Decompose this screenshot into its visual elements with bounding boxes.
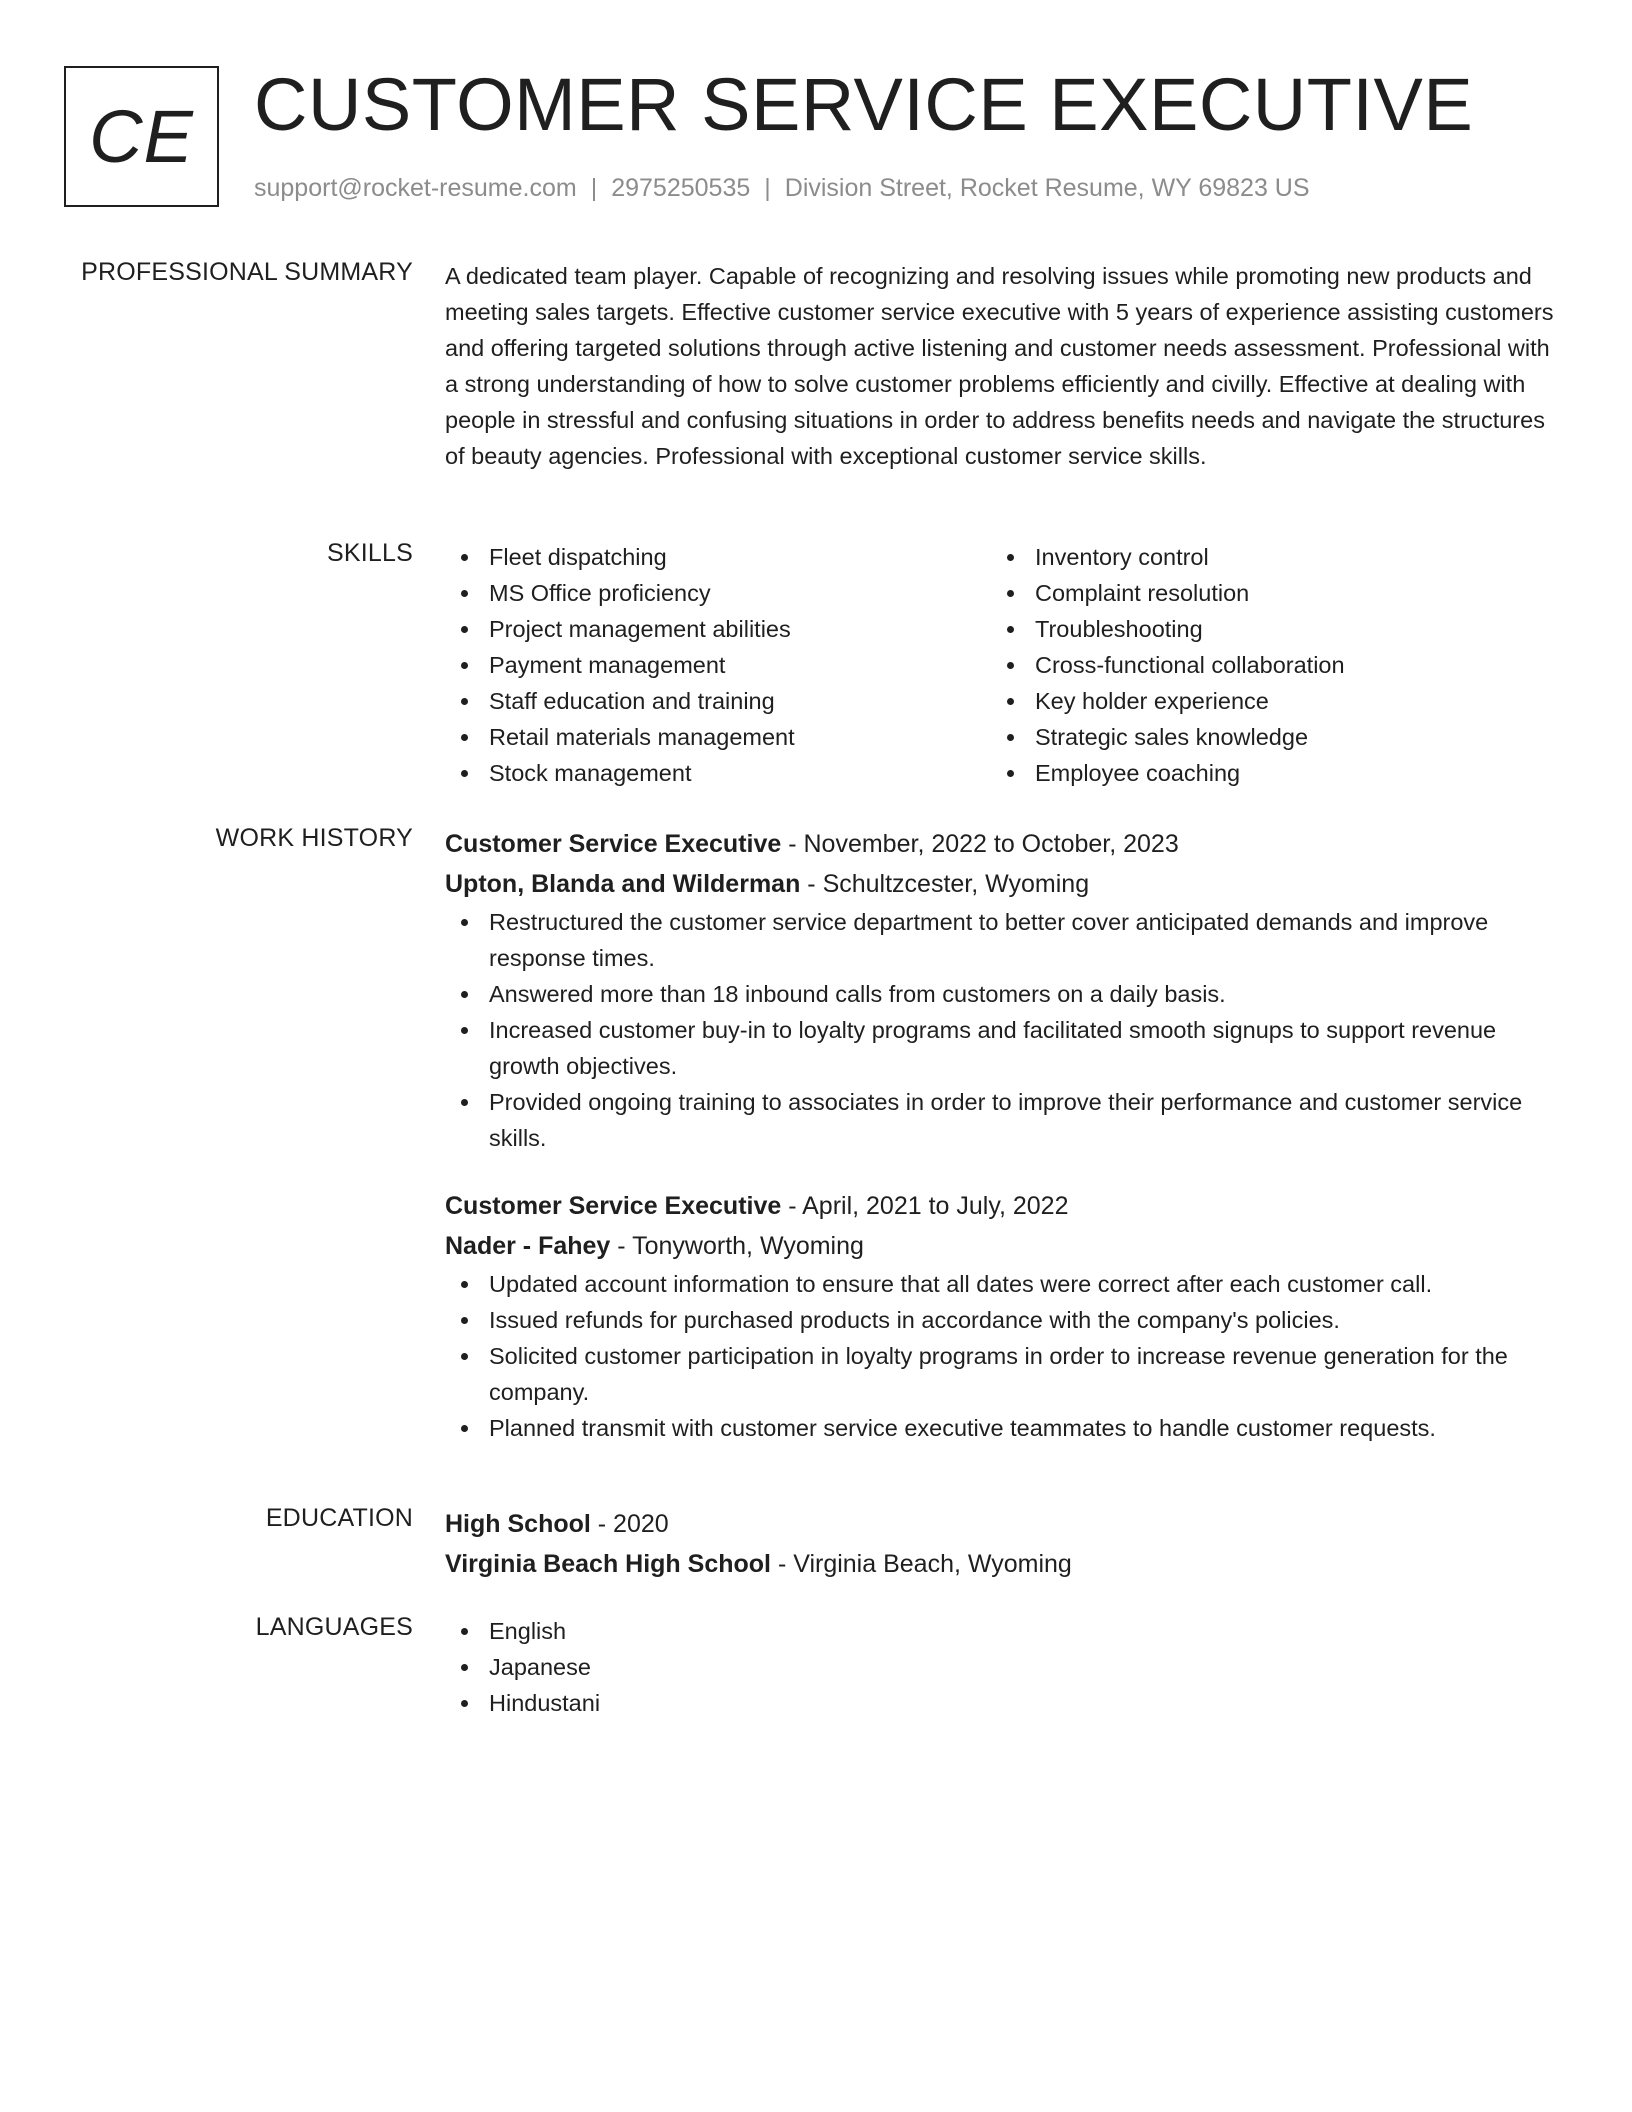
resume-header xyxy=(64,63,1564,211)
job-bullet: Updated account information to ensure that all dates were correct after each customer call. xyxy=(445,1266,1565,1302)
monogram-badge: CE xyxy=(64,66,219,207)
education-location: - Virginia Beach, Wyoming xyxy=(771,1550,1072,1578)
skill-item: Stock management xyxy=(445,755,795,791)
section-label-work-history: WORK HISTORY xyxy=(215,824,413,852)
job-title-line xyxy=(445,824,1565,864)
job-bullet: Provided ongoing training to associates in order to improve their performance and customer service skills. xyxy=(445,1084,1565,1156)
skill-item: Employee coaching xyxy=(991,755,1345,791)
languages-list xyxy=(445,1613,1565,1721)
contact-separator: | xyxy=(590,174,598,202)
skill-item: Complaint resolution xyxy=(991,575,1345,611)
language-item: English xyxy=(445,1613,1565,1649)
education-school-line xyxy=(445,1544,1565,1584)
job-dates: - April, 2021 to July, 2022 xyxy=(781,1192,1069,1220)
job-bullet: Issued refunds for purchased products in accordance with the company's policies. xyxy=(445,1302,1565,1338)
summary-body xyxy=(445,258,1565,474)
education-year: - 2020 xyxy=(590,1510,669,1538)
education-degree: High School xyxy=(445,1510,591,1538)
skill-item: Troubleshooting xyxy=(991,611,1345,647)
skill-item: Inventory control xyxy=(991,539,1345,575)
job-company: Nader - Fahey xyxy=(445,1232,611,1260)
job-company-line xyxy=(445,1226,1565,1266)
job-bullet: Solicited customer participation in loyalty programs in order to increase revenue generation for the company. xyxy=(445,1338,1565,1410)
job-company: Upton, Blanda and Wilderman xyxy=(445,870,801,898)
education-school: Virginia Beach High School xyxy=(445,1550,771,1578)
section-label-summary: PROFESSIONAL SUMMARY xyxy=(81,258,413,286)
job-title-line xyxy=(445,1186,1565,1226)
job-title: Customer Service Executive xyxy=(445,1192,782,1220)
candidate-title: CUSTOMER SERVICE EXECUTIVE xyxy=(254,63,1474,146)
skill-item: Payment management xyxy=(445,647,795,683)
contact-separator: | xyxy=(764,174,771,202)
skill-item: Fleet dispatching xyxy=(445,539,795,575)
section-label-languages: LANGUAGES xyxy=(255,1613,413,1641)
skills-list-left xyxy=(445,539,795,791)
skill-item: Cross-functional collaboration xyxy=(991,647,1345,683)
skill-item: MS Office proficiency xyxy=(445,575,795,611)
section-label-education: EDUCATION xyxy=(265,1504,413,1532)
job-bullet-list xyxy=(445,904,1565,1156)
job-title: Customer Service Executive xyxy=(445,830,782,858)
language-item: Hindustani xyxy=(445,1685,1565,1721)
job-bullet: Planned transmit with customer service executive teammates to handle customer requests. xyxy=(445,1410,1565,1446)
skills-body xyxy=(445,539,1565,791)
work-history-body xyxy=(445,824,1565,1446)
skill-item: Retail materials management xyxy=(445,719,795,755)
job-entry xyxy=(445,1186,1565,1446)
skills-list-right xyxy=(991,539,1345,791)
job-location: - Schultzcester, Wyoming xyxy=(800,870,1090,898)
job-entry xyxy=(445,824,1565,1156)
job-bullet: Answered more than 18 inbound calls from customers on a daily basis. xyxy=(445,976,1565,1012)
language-item: Japanese xyxy=(445,1649,1565,1685)
job-bullet: Increased customer buy-in to loyalty programs and facilitated smooth signups to support revenue growth objectives. xyxy=(445,1012,1565,1084)
job-location: - Tonyworth, Wyoming xyxy=(610,1232,864,1260)
email-text[interactable]: support@rocket-resume.com xyxy=(254,174,577,202)
section-label-skills: SKILLS xyxy=(327,539,413,567)
address-text: Division Street, Rocket Resume, WY 69823 US xyxy=(784,174,1310,202)
summary-text: A dedicated team player. Capable of recognizing and resolving issues while promoting new products and meeting sales targets. Effective customer service executive with 5 years of experience assisting customers and offering targeted solutions through active listening and customer needs assessment. Professional with a strong understanding of how to solve customer problems efficiently and civilly. Effective at dealing with people in stressful and confusing situations in order to address benefits needs and navigate the structures of beauty agencies. Professional with exceptional customer service skills. xyxy=(445,263,1554,469)
job-bullet-list xyxy=(445,1266,1565,1446)
job-company-line xyxy=(445,864,1565,904)
languages-body xyxy=(445,1613,1565,1721)
job-bullet: Restructured the customer service department to better cover anticipated demands and improve response times. xyxy=(445,904,1565,976)
education-body xyxy=(445,1504,1565,1584)
skill-item: Strategic sales knowledge xyxy=(991,719,1345,755)
skill-item: Staff education and training xyxy=(445,683,795,719)
job-dates: - November, 2022 to October, 2023 xyxy=(781,830,1179,858)
skills-columns xyxy=(445,539,1565,791)
skill-item: Project management abilities xyxy=(445,611,795,647)
education-degree-line xyxy=(445,1504,1565,1544)
contact-line xyxy=(254,174,1310,203)
skill-item: Key holder experience xyxy=(991,683,1345,719)
phone-text[interactable]: 2975250535 xyxy=(611,174,751,202)
